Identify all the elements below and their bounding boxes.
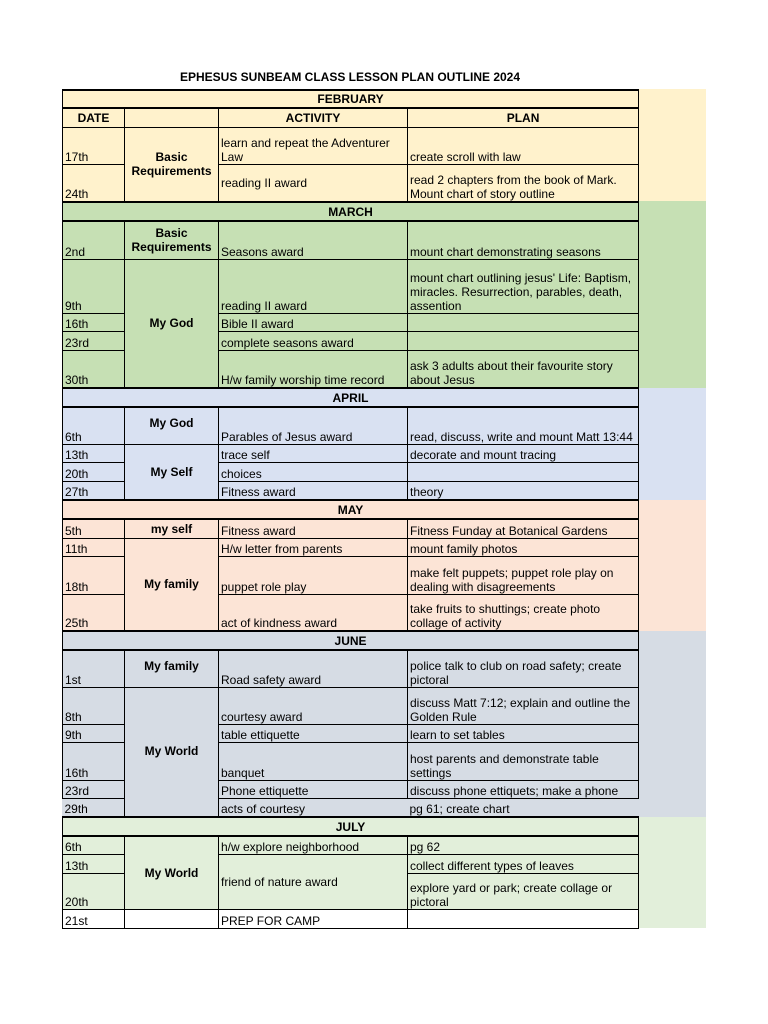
row-date: 21st [63, 909, 125, 928]
category-cell: My Self [125, 444, 219, 500]
row-activity: complete seasons award [219, 331, 408, 350]
row-date: 17th [63, 127, 125, 164]
row-plan: ask 3 adults about their favourite story about Jesus [408, 350, 639, 388]
row-activity: friend of nature award [219, 854, 408, 909]
header-row [63, 108, 639, 127]
row-plan: decorate and mount tracing [408, 444, 639, 462]
table-row [63, 687, 639, 724]
row-activity: puppet role play [219, 556, 408, 594]
row-date: 13th [63, 854, 125, 873]
table-row [63, 909, 639, 928]
table-row [63, 519, 639, 538]
row-plan: pg 61; create chart [409, 802, 510, 816]
row-activity: reading II award [219, 164, 408, 202]
row-plan [408, 909, 639, 928]
row-activity: acts of courtesy [221, 802, 306, 816]
row-date: 25th [63, 594, 125, 631]
category-cell: My World [125, 687, 219, 817]
category-cell: My God [125, 259, 219, 388]
category-cell: Basic Requirements [125, 127, 219, 202]
row-activity: learn and repeat the Adventurer Law [219, 127, 408, 164]
row-activity: PREP FOR CAMP [219, 909, 408, 928]
month-row-february [63, 90, 639, 108]
row-date: 20th [63, 462, 125, 481]
category-cell [125, 909, 219, 928]
row-plan: make felt puppets; puppet role play on dealing with disagreements [408, 556, 639, 594]
row-date: 9th [63, 259, 125, 313]
header-plan: PLAN [408, 108, 639, 127]
table-row [63, 538, 639, 556]
row-plan: discuss Matt 7:12; explain and outline the Golden Rule [408, 687, 639, 724]
table-row [63, 259, 639, 313]
row-plan: mount family photos [408, 538, 639, 556]
row-activity: H/w letter from parents [219, 538, 408, 556]
row-plan: take fruits to shuttings; create photo collage of activity [408, 594, 639, 631]
month-may: MAY [63, 500, 639, 519]
month-june: JUNE [63, 631, 639, 650]
lesson-plan-table [62, 89, 639, 929]
row-plan [408, 331, 639, 350]
row-date: 11th [63, 538, 125, 556]
row-activity: Phone ettiquette [219, 780, 408, 798]
row-date: 23rd [63, 331, 125, 350]
row-plan: create scroll with law [408, 127, 639, 164]
month-row-june [63, 631, 639, 650]
row-plan: read 2 chapters from the book of Mark. Mount chart of story outline [408, 164, 639, 202]
month-row-march [63, 202, 639, 221]
row-plan: pg 62 [408, 836, 639, 854]
row-date: 16th [63, 742, 125, 780]
row-date: 6th [63, 836, 125, 854]
row-activity: Parables of Jesus award [219, 407, 408, 444]
month-row-may [63, 500, 639, 519]
row-activity: banquet [219, 742, 408, 780]
row-plan: read, discuss, write and mount Matt 13:44 [408, 407, 639, 444]
month-february: FEBRUARY [63, 90, 639, 108]
row-date: 1st [63, 650, 125, 687]
row-activity: act of kindness award [219, 594, 408, 631]
row-date: 13th [63, 444, 125, 462]
row-plan: mount chart outlining jesus' Life: Baptism, miracles. Resurrection, parables, death, assention [408, 259, 639, 313]
table-row [63, 127, 639, 164]
row-activity: courtesy award [219, 687, 408, 724]
row-date: 9th [63, 724, 125, 742]
row-activity: Fitness award [219, 481, 408, 500]
row-plan: mount chart demonstrating seasons [408, 221, 639, 259]
row-plan: host parents and demonstrate table settings [408, 742, 639, 780]
row-activity: h/w explore neighborhood [219, 836, 408, 854]
row-activity: H/w family worship time record [219, 350, 408, 388]
table-row [63, 650, 639, 687]
table-row [63, 221, 639, 259]
row-date: 29th [64, 802, 88, 816]
row-plan [408, 313, 639, 331]
month-row-july [63, 817, 639, 836]
row-date: 6th [63, 407, 125, 444]
row-plan [408, 462, 639, 481]
header-category [125, 108, 219, 127]
row-date: 8th [63, 687, 125, 724]
row-plan: theory [408, 481, 639, 500]
row-activity: Fitness award [219, 519, 408, 538]
row-plan: learn to set tables [408, 724, 639, 742]
row-activity: reading II award [219, 259, 408, 313]
row-date: 30th [63, 350, 125, 388]
row-date: 5th [63, 519, 125, 538]
header-date: DATE [63, 108, 125, 127]
row-date: 27th [63, 481, 125, 500]
row-activity: choices [219, 462, 408, 481]
row-activity: Road safety award [219, 650, 408, 687]
category-cell: My family [125, 538, 219, 631]
row-date: 24th [63, 164, 125, 202]
header-activity: ACTIVITY [219, 108, 408, 127]
table-row [63, 407, 639, 444]
category-cell: my self [125, 519, 219, 538]
month-march: MARCH [63, 202, 639, 221]
row-activity: table ettiquette [219, 724, 408, 742]
row-plan: explore yard or park; create collage or pictoral [408, 873, 639, 909]
row-date: 20th [63, 873, 125, 909]
row-activity: Bible II award [219, 313, 408, 331]
row-plan: Fitness Funday at Botanical Gardens [408, 519, 639, 538]
table-row [63, 836, 639, 854]
category-cell: My God [125, 407, 219, 444]
document-title: EPHESUS SUNBEAM CLASS LESSON PLAN OUTLINE 2024 [179, 70, 521, 84]
category-cell: My family [125, 650, 219, 687]
table-row [63, 444, 639, 462]
row-plan: police talk to club on road safety; create pictoral [408, 650, 639, 687]
row-activity: trace self [219, 444, 408, 462]
row-plan: discuss phone ettiquets; make a phone [408, 780, 639, 798]
row-date: 2nd [63, 221, 125, 259]
row-date: 16th [63, 313, 125, 331]
month-april: APRIL [63, 388, 639, 407]
category-cell: Basic Requirements [125, 221, 219, 259]
row-plan: collect different types of leaves [408, 854, 639, 873]
row-date: 18th [63, 556, 125, 594]
month-july: JULY [63, 817, 639, 836]
row-activity: Seasons award [219, 221, 408, 259]
row-date: 23rd [63, 780, 125, 798]
category-cell: My World [125, 836, 219, 909]
month-row-april [63, 388, 639, 407]
